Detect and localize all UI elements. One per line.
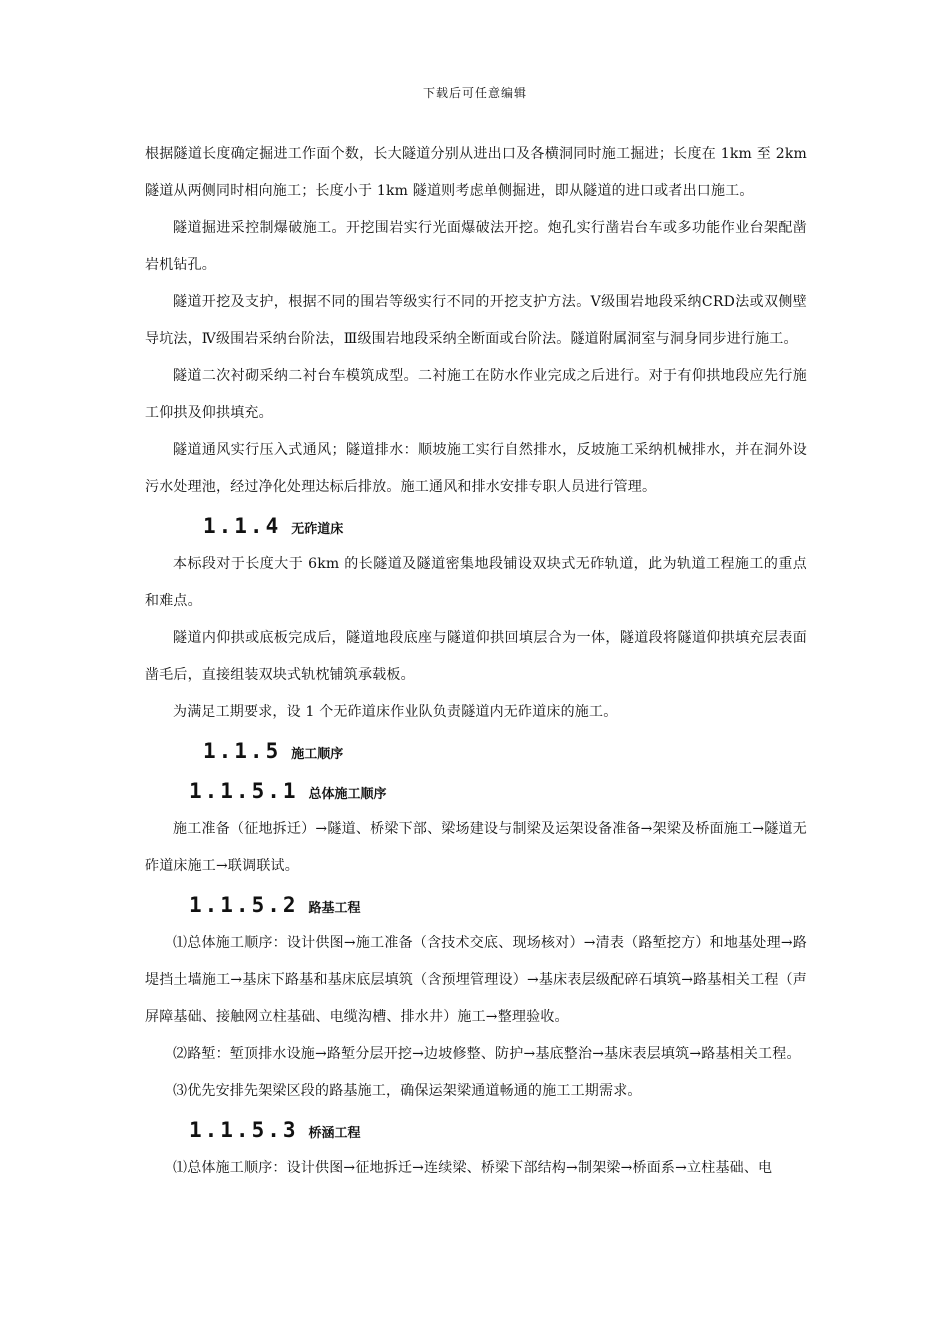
paragraph: 根据隧道长度确定掘进工作面个数，长大隧道分别从进出口及各横洞同时施工掘进；长度在 1km 至 2km 隧道从两侧同时相向施工；长度小于 1km 隧道则考虑单侧掘进，即从隧道的进口或者出口施工。 [145, 146, 807, 199]
section-number: 1.1.5 [203, 739, 282, 763]
section-title: 桥涵工程 [308, 1126, 361, 1141]
paragraph: 隧道二次衬砌采纳二衬台车模筑成型。二衬施工在防水作业完成之后进行。对于有仰拱地段应先行施工仰拱及仰拱填充。 [145, 368, 807, 421]
paragraph: 隧道通风实行压入式通风；隧道排水：顺坡施工实行自然排水，反坡施工采纳机械排水，并在洞外设污水处理池，经过净化处理达标后排放。施工通风和排水安排专职人员进行管理。 [145, 442, 807, 495]
section-number: 1.1.5.1 [189, 779, 299, 803]
paragraph: 隧道掘进采控制爆破施工。开挖围岩实行光面爆破法开挖。炮孔实行凿岩台车或多功能作业台架配凿岩机钻孔。 [145, 220, 807, 273]
section-heading [145, 1110, 807, 1150]
paragraph: 隧道开挖及支护，根据不同的围岩等级实行不同的开挖支护方法。Ⅴ级围岩地段采纳CRD法或双侧壁导坑法，Ⅳ级围岩采纳台阶法，Ⅲ级围岩地段采纳全断面或台阶法。隧道附属洞室与洞身同步进行施工。 [145, 294, 807, 347]
section-heading [145, 885, 807, 925]
section-title: 路基工程 [308, 901, 361, 916]
section-heading [145, 506, 807, 546]
section-number: 1.1.5.3 [189, 1118, 299, 1142]
section-number: 1.1.4 [203, 514, 282, 538]
paragraph: 本标段对于长度大于 6km 的长隧道及隧道密集地段铺设双块式无砟轨道，此为轨道工程施工的重点和难点。 [145, 556, 807, 609]
section-title: 无砟道床 [291, 522, 344, 537]
section-heading [145, 771, 807, 811]
document-body [145, 136, 807, 1187]
paragraph: 隧道内仰拱或底板完成后，隧道地段底座与隧道仰拱回填层合为一体，隧道段将隧道仰拱填充层表面凿毛后，直接组装双块式轨枕铺筑承载板。 [145, 630, 807, 683]
section-title: 施工顺序 [291, 747, 344, 762]
section-title: 总体施工顺序 [308, 787, 387, 802]
paragraph: ⑶优先安排先架梁区段的路基施工，确保运架梁通道畅通的施工工期需求。 [173, 1083, 642, 1099]
paragraph: ⑵路堑：堑顶排水设施→路堑分层开挖→边坡修整、防护→基底整治→基床表层填筑→路基相关工程。 [173, 1046, 801, 1062]
paragraph: 施工准备（征地拆迁）→隧道、桥梁下部、梁场建设与制梁及运架设备准备→架梁及桥面施工→隧道无砟道床施工→联调联试。 [145, 821, 807, 874]
paragraph: ⑴总体施工顺序：设计供图→征地拆迁→连续梁、桥梁下部结构→制架梁→桥面系→立柱基础、电 [173, 1160, 773, 1176]
page-header: 下载后可任意编辑 [422, 86, 527, 100]
paragraph: 为满足工期要求，设 1 个无砟道床作业队负责隧道内无砟道床的施工。 [173, 704, 618, 720]
section-number: 1.1.5.2 [189, 893, 299, 917]
section-heading [145, 731, 807, 771]
paragraph: ⑴总体施工顺序：设计供图→施工准备（含技术交底、现场核对）→清表（路堑挖方）和地基处理→路堤挡土墙施工→基床下路基和基床底层填筑（含预埋管理设）→基床表层级配碎石填筑→路基相关工程（声屏障基础、接触网立柱基础、电缆沟槽、排水井）施工→整理验收。 [145, 935, 807, 1025]
